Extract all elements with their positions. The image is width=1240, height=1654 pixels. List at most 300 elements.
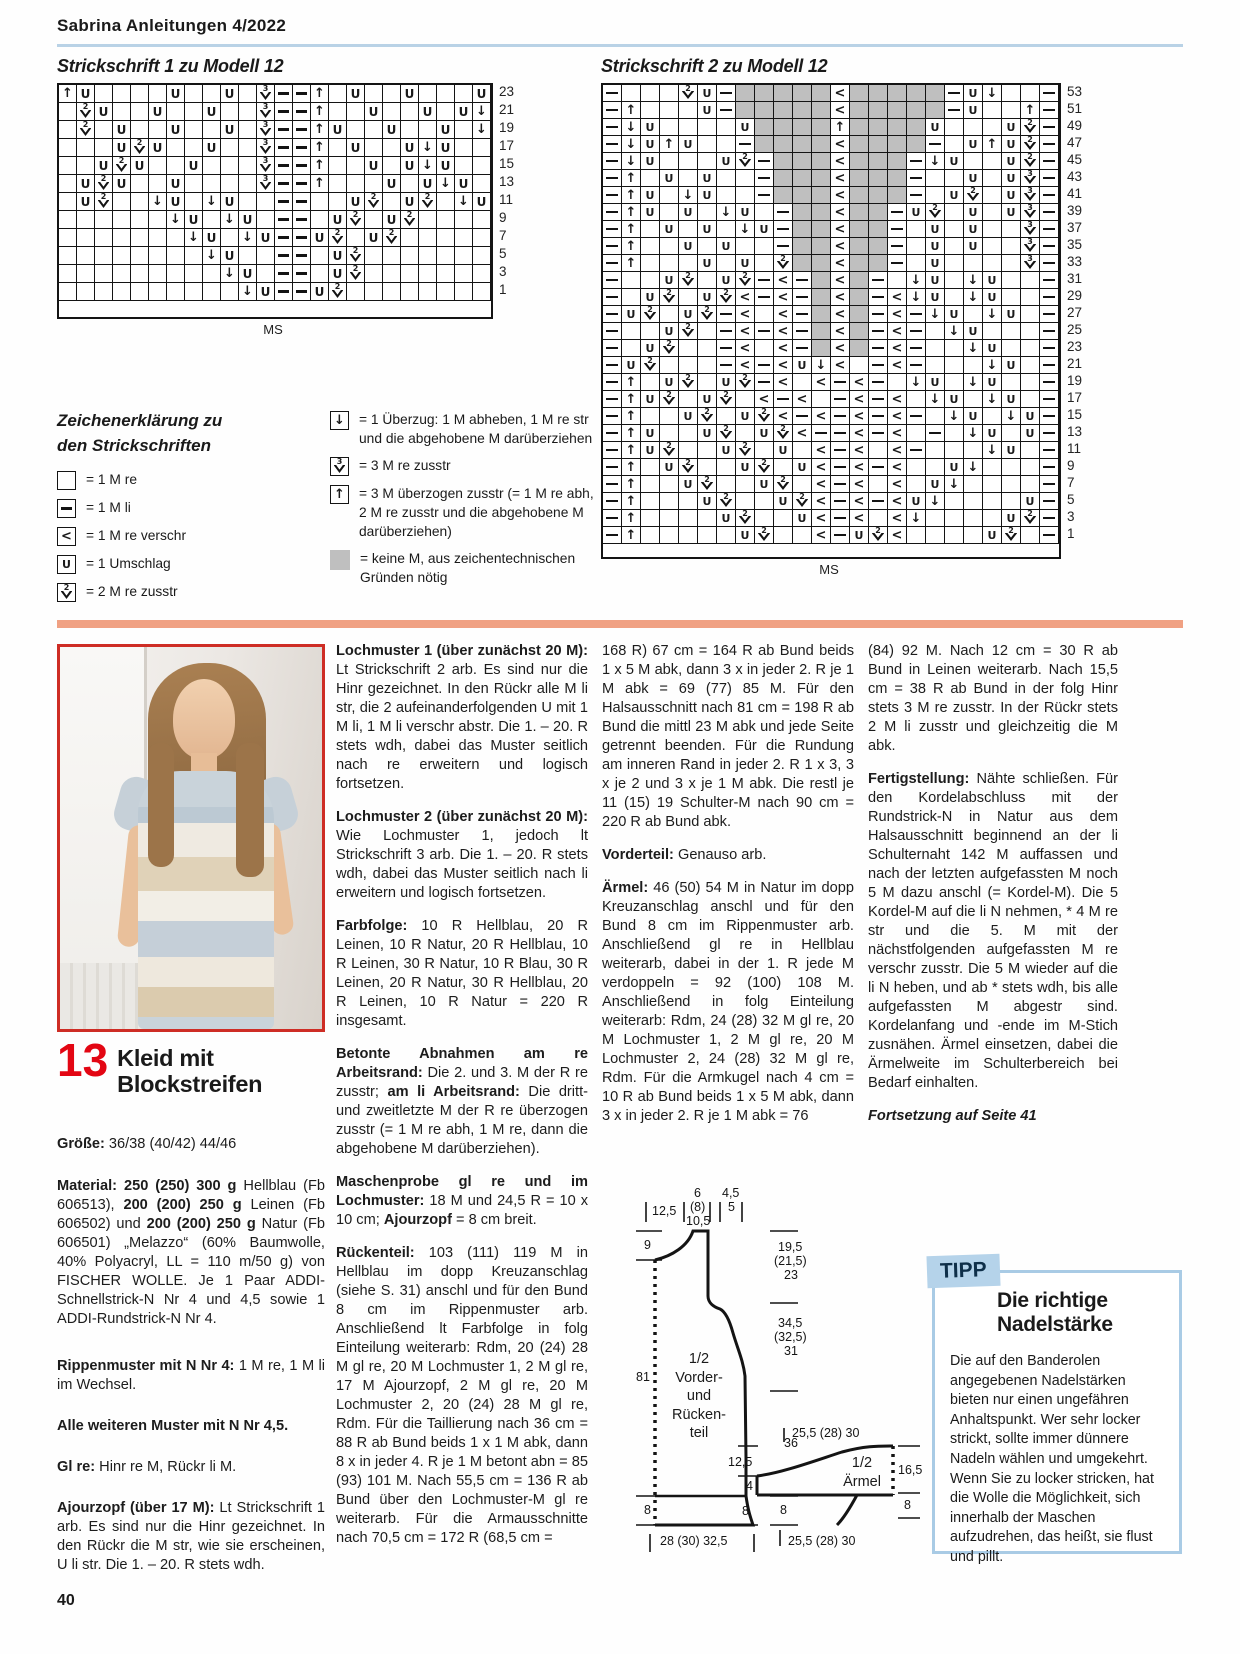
chart-cell: U [926, 255, 945, 272]
chart-cell [347, 175, 365, 193]
chart-cell: < [812, 493, 831, 510]
chart-cell: ↑ [622, 527, 641, 544]
chart-cell [736, 153, 755, 170]
chart-cell [59, 157, 77, 175]
legend-item [57, 498, 317, 518]
chart-cell [347, 211, 365, 229]
chart-cell: < [812, 527, 831, 544]
text-segment: 10 R Hellblau, 20 R Leinen, 10 R Natur, 20 R Hellblau, 10 R Leinen, 30 R Natur, 10 R Blau, 30 R Leinen, 20 R Natur, 30 R Hellblau, 20 R Leinen, 10 R Natur = 220 R insgesamt. [336, 918, 588, 1029]
chart-cell [257, 103, 275, 121]
chart-cell [888, 153, 907, 170]
chart-cell [679, 425, 698, 442]
chart-cell [257, 265, 275, 283]
groesse-paragraph [57, 1135, 325, 1154]
chart-cell: U [983, 527, 1002, 544]
chart-cell: < [774, 272, 793, 289]
chart-cell [185, 103, 203, 121]
chart-cell: ↓ [221, 211, 239, 229]
chart-cell: U [167, 121, 185, 139]
chart-cell: ↓ [964, 340, 983, 357]
chart-cell [945, 289, 964, 306]
chart-cell [717, 136, 736, 153]
chart-row-number: 41 [1067, 186, 1083, 201]
chart-cell: U [95, 157, 113, 175]
chart-cell [812, 119, 831, 136]
chart-cell [907, 357, 926, 374]
chart-cell [113, 247, 131, 265]
chart-cell [203, 265, 221, 283]
chart-cell [1040, 306, 1059, 323]
chart-cell: U [850, 527, 869, 544]
chart-cell [926, 510, 945, 527]
chart-cell [1002, 221, 1021, 238]
chart-cell [473, 157, 491, 175]
chart-cell [603, 391, 622, 408]
body-side-length-label: 36 [784, 1436, 798, 1450]
chart-cell [983, 476, 1002, 493]
chart-legend [57, 408, 602, 608]
chart-cell [257, 211, 275, 229]
chart-cell [736, 85, 755, 102]
chart-cell [455, 229, 473, 247]
chart-cell: U [717, 374, 736, 391]
chart-cell [793, 476, 812, 493]
body-neck-label-2: (8) [690, 1200, 706, 1214]
chart-cell [185, 193, 203, 211]
vorderteil-paragraph [602, 846, 854, 865]
chart-cell: U [641, 425, 660, 442]
chart-cell: ↑ [983, 136, 1002, 153]
maschenprobe-paragraph [336, 1173, 588, 1230]
chart-cell [698, 306, 717, 323]
chart-cell: < [774, 306, 793, 323]
chart-row-number: 11 [1067, 441, 1082, 456]
chart-cell: U [401, 157, 419, 175]
chart-row-number: 15 [499, 156, 515, 171]
chart-cell [888, 170, 907, 187]
chart-cell [755, 459, 774, 476]
chart-cell [774, 527, 793, 544]
chart-cell [401, 211, 419, 229]
chart-cell [641, 408, 660, 425]
chart-cell: U [622, 357, 641, 374]
chart-cell: < [812, 408, 831, 425]
chart-cell [869, 255, 888, 272]
chart-cell [850, 323, 869, 340]
chart-cell [679, 459, 698, 476]
chart-cell [945, 510, 964, 527]
chart-cell: U [717, 272, 736, 289]
chart-row-number: 43 [1067, 169, 1083, 184]
chart-cell [1002, 272, 1021, 289]
chart-cell: < [812, 510, 831, 527]
chart-cell [1040, 425, 1059, 442]
chart-cell [755, 136, 774, 153]
chart-cell [437, 265, 455, 283]
chart-cell [812, 289, 831, 306]
chart-cell [603, 255, 622, 272]
chart2-section [601, 56, 1082, 577]
chart-cell [149, 157, 167, 175]
chart-cell [717, 323, 736, 340]
chart-cell [203, 157, 221, 175]
chart-cell [774, 187, 793, 204]
chart2-title: Strickschrift 2 zu Modell 12 [601, 56, 828, 76]
sleeve-bottom-width-label: 25,5 (28) 30 [788, 1534, 856, 1548]
chart-cell: U [329, 121, 347, 139]
legend-title-line2: den Strickschriften [57, 436, 211, 455]
chart-cell: < [736, 340, 755, 357]
body-right-label-2c: 31 [784, 1344, 798, 1358]
legend-item [330, 484, 595, 541]
chart-cell [203, 211, 221, 229]
chart-cell [869, 527, 888, 544]
chart-cell: U [755, 425, 774, 442]
chart-cell [641, 476, 660, 493]
text-column-2 [336, 642, 588, 1562]
chart1-title: Strickschrift 1 zu Modell 12 [57, 56, 284, 76]
chart-cell [641, 527, 660, 544]
chart-cell [660, 102, 679, 119]
chart-row-number: 13 [1067, 424, 1083, 439]
chart-cell [717, 306, 736, 323]
chart-cell: U [167, 175, 185, 193]
chart-cell [365, 139, 383, 157]
legend-item-label: = 1 Umschlag [86, 556, 171, 571]
chart-cell: U [221, 247, 239, 265]
chart-cell [660, 289, 679, 306]
chart-cell [698, 442, 717, 459]
chart-cell [149, 211, 167, 229]
chart-cell [275, 211, 293, 229]
text-segment: Lt Strickschrift 2 arb. Es sind nur die Hinr gezeichnet. In den Rückr alle M li str, die 2 aufeinanderfolgenden U mit 1 M li, 1 M li verschr abstr. Die 1. – 20. R stets wdh, dabei das Muster seitlich nach re erweitern und logisch fortsetzen. [336, 662, 588, 792]
chart-cell [257, 139, 275, 157]
chart-cell [257, 247, 275, 265]
chart-cell [717, 187, 736, 204]
chart-cell: U [698, 425, 717, 442]
chart-cell: < [755, 391, 774, 408]
chart-cell [907, 187, 926, 204]
chart-cell [907, 425, 926, 442]
chart-cell [167, 229, 185, 247]
chart-cell [437, 229, 455, 247]
chart-cell: U [983, 340, 1002, 357]
chart-cell: U [641, 136, 660, 153]
chart-cell: < [831, 221, 850, 238]
chart-cell [641, 510, 660, 527]
chart-cell [945, 170, 964, 187]
chart-cell [717, 255, 736, 272]
chart-cell: U [679, 476, 698, 493]
chart-cell [1040, 204, 1059, 221]
chart-cell [1040, 442, 1059, 459]
chart-cell [257, 157, 275, 175]
chart-cell [1040, 391, 1059, 408]
chart-cell [622, 272, 641, 289]
chart-cell [698, 357, 717, 374]
chart-cell: < [850, 425, 869, 442]
chart-cell: U [660, 170, 679, 187]
chart-cell: U [185, 157, 203, 175]
chart-cell [1002, 323, 1021, 340]
chart-cell [755, 442, 774, 459]
chart-cell [275, 85, 293, 103]
chart-cell [641, 459, 660, 476]
chart-cell [437, 103, 455, 121]
chart-cell [793, 340, 812, 357]
chart-cell [736, 476, 755, 493]
chart-row-number: 33 [1067, 254, 1083, 269]
chart-cell: U [203, 229, 221, 247]
chart-cell [793, 493, 812, 510]
chart-cell [964, 391, 983, 408]
chart-cell: ↑ [622, 408, 641, 425]
chart-cell [850, 187, 869, 204]
chart-cell [926, 357, 945, 374]
chart-cell [660, 425, 679, 442]
chart-cell [964, 510, 983, 527]
chart-cell [831, 459, 850, 476]
body-piece-name: 1/2 Vorder- und Rücken- teil [672, 1351, 726, 1441]
chart-cell [793, 238, 812, 255]
chart1-ms-label: MS [263, 322, 283, 337]
chart-cell: < [774, 408, 793, 425]
chart-cell [603, 238, 622, 255]
chart-cell [1040, 119, 1059, 136]
chart-cell: < [793, 425, 812, 442]
chart-cell [77, 103, 95, 121]
chart-cell [736, 187, 755, 204]
chart-cell: U [660, 323, 679, 340]
chart-cell: ↑ [311, 121, 329, 139]
chart-row-number: 7 [499, 228, 507, 243]
chart-cell [812, 272, 831, 289]
chart-cell [113, 265, 131, 283]
chart-cell [641, 374, 660, 391]
chart-cell: U [793, 510, 812, 527]
chart-cell [641, 255, 660, 272]
chart-cell [1040, 255, 1059, 272]
chart-cell [401, 121, 419, 139]
chart-cell [945, 255, 964, 272]
chart-cell [831, 425, 850, 442]
chart-cell [774, 425, 793, 442]
chart-row-number: 17 [1067, 390, 1083, 405]
chart-cell [59, 139, 77, 157]
text-segment: Die 2. und 3. M der R re zusstr; [336, 1065, 588, 1100]
chart-cell [419, 121, 437, 139]
chart-cell [926, 425, 945, 442]
chart-cell [185, 247, 203, 265]
chart-cell [660, 357, 679, 374]
chart-cell [907, 153, 926, 170]
chart-cell [59, 211, 77, 229]
chart-cell [793, 374, 812, 391]
chart-cell [926, 323, 945, 340]
chart-cell [1021, 289, 1040, 306]
chart-cell [736, 391, 755, 408]
chart-cell: ↓ [964, 289, 983, 306]
chart-cell [812, 136, 831, 153]
chart-cell [660, 510, 679, 527]
chart-cell [1002, 102, 1021, 119]
chart-cell: U [983, 425, 1002, 442]
chart-cell: U [113, 175, 131, 193]
chart-cell: U [698, 187, 717, 204]
chart-cell: U [437, 121, 455, 139]
chart-cell [1040, 102, 1059, 119]
model-face [173, 679, 235, 759]
chart-cell [77, 157, 95, 175]
chart-cell [679, 323, 698, 340]
chart-cell [473, 211, 491, 229]
chart-cell: U [945, 153, 964, 170]
chart-cell: < [831, 357, 850, 374]
chart-cell: U [311, 229, 329, 247]
chart-cell [603, 442, 622, 459]
chart-cell [698, 459, 717, 476]
chart-cell: U [77, 85, 95, 103]
chart-cell [983, 408, 1002, 425]
chart1-section [57, 56, 514, 337]
chart-cell [926, 459, 945, 476]
chart-cell: U [1002, 204, 1021, 221]
chart-cell [641, 306, 660, 323]
chart-cell [964, 476, 983, 493]
chart-cell: U [239, 265, 257, 283]
chart-cell: U [473, 85, 491, 103]
chart-cell [603, 425, 622, 442]
chart-cell [603, 340, 622, 357]
chart-cell [167, 103, 185, 121]
chart-row-number: 19 [1067, 373, 1083, 388]
chart-cell: ↓ [926, 493, 945, 510]
chart-cell: U [774, 442, 793, 459]
chart-cell [603, 170, 622, 187]
text-segment: = 8 cm breit. [456, 1212, 537, 1228]
chart-cell [831, 442, 850, 459]
chart-cell [717, 357, 736, 374]
chart-cell [1002, 289, 1021, 306]
legend-item [57, 526, 317, 546]
chart-cell: U [347, 193, 365, 211]
chart-cell [59, 175, 77, 193]
legend-symbol-t-a-icon: ↑ [330, 485, 349, 504]
chart-cell: ↓ [964, 374, 983, 391]
chart-cell: U [907, 493, 926, 510]
chart-cell [239, 175, 257, 193]
legend-symbol-t-v3-icon [330, 457, 349, 476]
chart-cell [793, 527, 812, 544]
chart-cell [239, 157, 257, 175]
chart-cell [1021, 119, 1040, 136]
chart-cell [698, 272, 717, 289]
chart-row-number: 23 [499, 84, 515, 99]
chart-cell [275, 193, 293, 211]
chart-cell [888, 136, 907, 153]
chart-cell [131, 139, 149, 157]
chart-cell [185, 283, 203, 301]
chart-cell [95, 211, 113, 229]
chart1-grid [57, 83, 493, 319]
chart-cell: U [77, 175, 95, 193]
chart-cell [983, 459, 1002, 476]
chart-cell: ↑ [622, 204, 641, 221]
chart-cell [793, 221, 812, 238]
chart-cell [926, 187, 945, 204]
chart-cell [983, 255, 1002, 272]
chart-cell: ↑ [311, 175, 329, 193]
chart-cell: ↓ [239, 229, 257, 247]
chart-cell: ↓ [907, 289, 926, 306]
chart-cell [964, 527, 983, 544]
chart-cell [717, 527, 736, 544]
chart-cell [455, 211, 473, 229]
chart-cell: U [113, 121, 131, 139]
chart-cell [603, 306, 622, 323]
body-right-label-1c: 23 [784, 1268, 798, 1282]
body-right-label-1b: (21,5) [774, 1254, 807, 1268]
chart-cell [736, 493, 755, 510]
chart-cell [1002, 85, 1021, 102]
chart-cell [907, 85, 926, 102]
chart-cell: U [1002, 187, 1021, 204]
chart-cell: < [850, 374, 869, 391]
chart-cell: U [736, 459, 755, 476]
chart-cell [293, 247, 311, 265]
text-column-4 [868, 642, 1118, 1140]
chart-cell: < [831, 136, 850, 153]
chart-cell: U [77, 193, 95, 211]
chart-cell [869, 85, 888, 102]
chart-cell [1040, 238, 1059, 255]
chart-cell [945, 119, 964, 136]
chart-cell: U [1002, 170, 1021, 187]
chart-row-number: 25 [1067, 322, 1083, 337]
chart-cell [774, 510, 793, 527]
chart-cell: < [831, 85, 850, 102]
chart-cell [1040, 221, 1059, 238]
chart-cell [622, 85, 641, 102]
chart-cell: U [365, 157, 383, 175]
chart-cell [660, 442, 679, 459]
chart-cell [926, 340, 945, 357]
chart-cell [679, 340, 698, 357]
chart-cell [869, 119, 888, 136]
chart-cell: U [95, 103, 113, 121]
chart-cell [888, 85, 907, 102]
text-segment: 46 (50) 54 M in Natur im dopp Kreuzanschlag anschl und für den Bund 8 cm im Rippenmuster arb. Anschließend gl re in Hellblau weiterarb, dabei in der 1. R jede M verdoppeln = 92 (100) 108 M. Anschließend in folg Einteilung weiterarb: Rdm, 24 (28) 32 M gl re, 20 M Lochmuster 1, 2 M gl re, 20 M Lochmuster 2, 24 (28) 32 M gl re, Rdm. Für die Armkugel nach 4 cm = 10 R ab Bund beids 1 x 5 M abk, dann 3 x in jeder 2. R je 1 M abk = 76 [602, 880, 854, 1124]
chart-cell [383, 157, 401, 175]
chart-row-number: 15 [1067, 407, 1083, 422]
body-right-label-1a: 19,5 [778, 1240, 803, 1254]
chart-cell: U [185, 211, 203, 229]
chart-cell: U [964, 323, 983, 340]
bold-text-segment: Material: 250 (250) 300 g [57, 1177, 244, 1194]
legend-title-line1: Zeichenerklärung zu [57, 411, 223, 430]
chart-cell [774, 85, 793, 102]
fertigstellung-paragraph [868, 770, 1118, 1093]
chart-cell [293, 229, 311, 247]
body-shoulder-label-2: 5 [728, 1200, 735, 1214]
chart-cell: U [717, 510, 736, 527]
page-header: Sabrina Anleitungen 4/2022 [57, 16, 287, 35]
chart-cell [774, 204, 793, 221]
chart-cell: < [793, 391, 812, 408]
chart-cell: U [945, 391, 964, 408]
ajourzopf-paragraph [57, 1499, 325, 1575]
chart-cell [293, 121, 311, 139]
